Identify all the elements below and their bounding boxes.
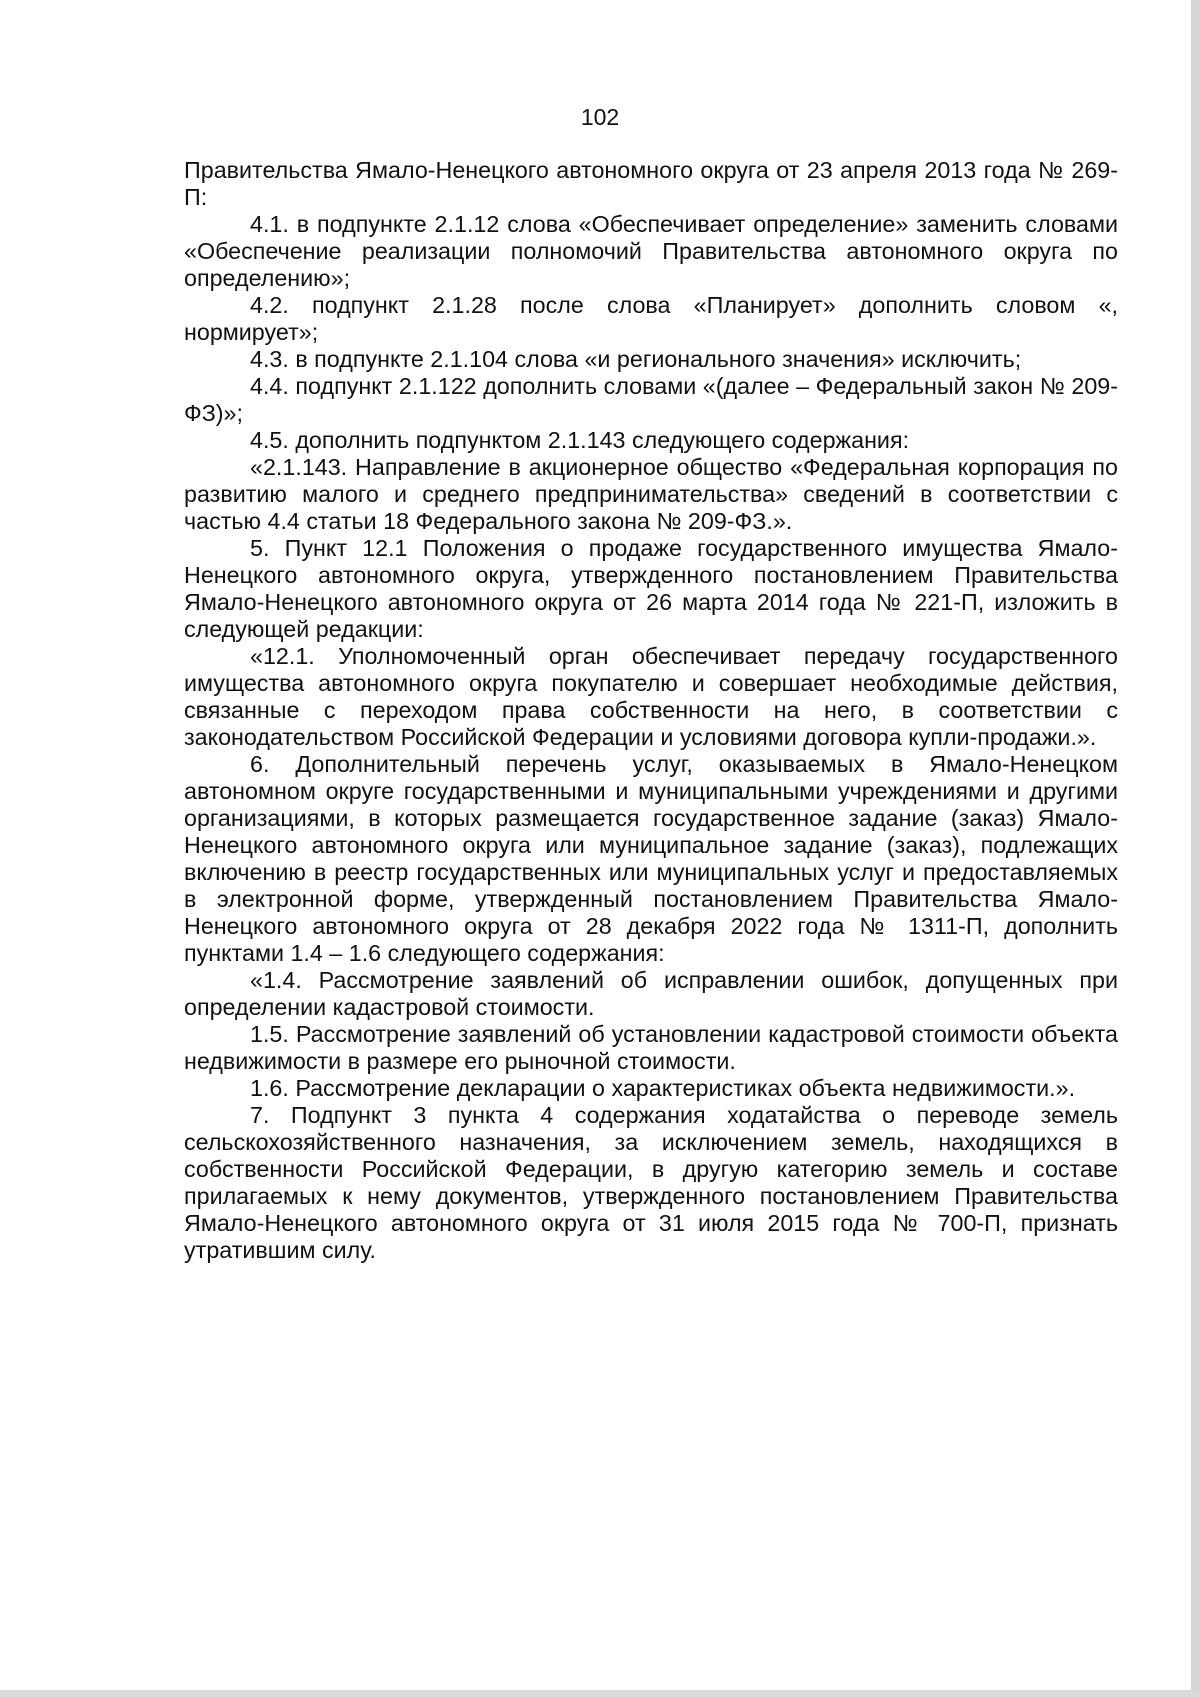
scan-edge-right [1191, 0, 1200, 1697]
paragraph: 4.2. подпункт 2.1.28 после слова «Планирует» дополнить словом «, нормирует»; [184, 292, 1118, 345]
paragraph: «2.1.143. Направление в акционерное общество «Федеральная корпорация по развитию малого и среднего предпринимательства» сведений в соответствии с частью 4.4 статьи 18 Федерального закона № 209-ФЗ.». [184, 454, 1118, 534]
paragraph: 5. Пункт 12.1 Положения о продаже государственного имущества Ямало-Ненецкого автономного округа, утвержденного постановлением Правительства Ямало-Ненецкого автономного округа от 26 марта 2014 года № 221-П, изложить в следующей редакции: [184, 535, 1118, 642]
paragraph: 1.5. Рассмотрение заявлений об установлении кадастровой стоимости объекта недвижимости в размере его рыночной стоимости. [184, 1021, 1118, 1074]
paragraph: Правительства Ямало-Ненецкого автономного округа от 23 апреля 2013 года № 269-П: [184, 157, 1118, 210]
paragraph: 7. Подпункт 3 пункта 4 содержания ходатайства о переводе земель сельскохозяйственного назначения, за исключением земель, находящихся в собственности Российской Федерации, в другую категорию земель и составе прилагаемых к нему документов, утвержденного постановлением Правительства Ямало-Ненецкого автономного округа от 31 июля 2015 года № 700-П, признать утратившим силу. [184, 1102, 1118, 1263]
scan-edge-bottom [0, 1690, 1200, 1697]
page-number: 102 [580, 104, 620, 130]
paragraph: «12.1. Уполномоченный орган обеспечивает передачу государственного имущества автономного округа покупателю и совершает необходимые действия, связанные с переходом права собственности на него, в соответствии с законодательством Российской Федерации и условиями договора купли-продажи.». [184, 643, 1118, 750]
paragraph: «1.4. Рассмотрение заявлений об исправлении ошибок, допущенных при определении кадастровой стоимости. [184, 967, 1118, 1020]
paragraph: 6. Дополнительный перечень услуг, оказываемых в Ямало-Ненецком автономном округе государственными и муниципальными учреждениями и другими организациями, в которых размещается государственное задание (заказ) Ямало-Ненецкого автономного округа или муниципальное задание (заказ), подлежащих включению в реестр государственных или муниципальных услуг и предоставляемых в электронной форме, утвержденный постановлением Правительства Ямало-Ненецкого автономного округа от 28 декабря 2022 года № 1311-П, дополнить пунктами 1.4 – 1.6 следующего содержания: [184, 751, 1118, 966]
paragraph: 4.3. в подпункте 2.1.104 слова «и регионального значения» исключить; [250, 346, 1022, 372]
document-body [184, 157, 1118, 1264]
paragraph: 4.1. в подпункте 2.1.12 слова «Обеспечивает определение» заменить словами «Обеспечение реализации полномочий Правительства автономного округа по определению»; [184, 211, 1118, 291]
paragraph: 4.4. подпункт 2.1.122 дополнить словами «(далее – Федеральный закон № 209-ФЗ)»; [184, 373, 1118, 426]
paragraph: 1.6. Рассмотрение декларации о характеристиках объекта недвижимости.». [250, 1075, 1076, 1101]
paragraph: 4.5. дополнить подпунктом 2.1.143 следующего содержания: [250, 427, 910, 453]
